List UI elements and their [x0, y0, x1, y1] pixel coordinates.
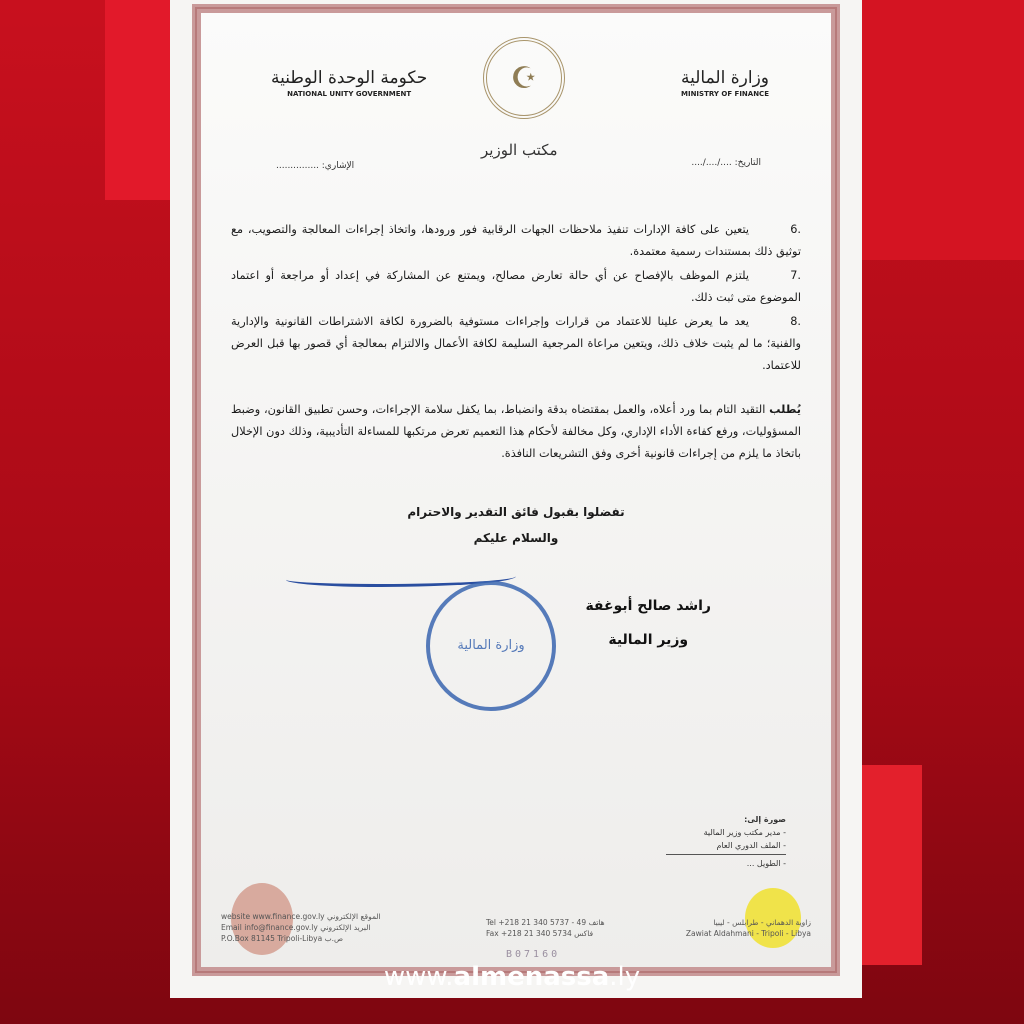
item-number: 7. — [790, 269, 801, 282]
list-item — [231, 311, 801, 377]
address-en: Zawiat Aldahmani - Tripoli - Libya — [685, 929, 811, 938]
instruction-paragraph — [231, 399, 801, 465]
copy-to — [666, 813, 786, 870]
seal-text: وزارة المالية — [457, 638, 525, 653]
watermark-site — [0, 962, 1024, 992]
signatory-name: راشد صالح أبوغفة — [585, 598, 711, 614]
address-ar: زاوية الدهماني - طرابلس - ليبيا — [713, 918, 811, 927]
item-text: يلتزم الموظف بالإفصاح عن أي حالة تعارض مصالح، ويمتنع عن المشاركة في إعداد أو مراجعة أو اعتماد الموضوع متى ثبت ذلك. — [231, 269, 801, 304]
signature-area — [231, 575, 801, 695]
state-emblem-icon: ☪ — [483, 37, 565, 119]
closing-line: تفضلوا بقبول فائق التقدير والاحترام — [407, 505, 625, 519]
email: Email info@finance.gov.ly البريد الإلكتروني — [221, 923, 371, 932]
background-block — [860, 765, 922, 965]
government-logo — [271, 68, 427, 98]
signatory-title: وزير المالية — [608, 632, 689, 648]
site-name: almenassa — [453, 962, 610, 992]
fax: Fax +218 21 340 5734 فاكس — [486, 929, 594, 938]
serial-number: B07160 — [506, 949, 561, 960]
signature-block — [585, 589, 711, 657]
paragraph-lead: يُطلب — [769, 403, 801, 416]
site-prefix: www. — [383, 962, 454, 992]
document-border — [192, 4, 840, 976]
background-block — [105, 0, 175, 200]
ministry-name-en: MINISTRY OF FINANCE — [681, 90, 769, 98]
letter-body — [231, 219, 801, 695]
list-item — [231, 219, 801, 263]
ministry-name-ar: وزارة المالية — [681, 68, 769, 88]
government-name-ar: حكومة الوحدة الوطنية — [271, 68, 428, 88]
divider — [666, 854, 786, 855]
reference-field: الإشاري: ............... — [276, 161, 355, 171]
cc-ref: - الطويل ... — [746, 859, 786, 868]
office-title: مكتب الوزير — [481, 141, 558, 159]
date-field: التاريخ: ..../..../.... — [691, 158, 761, 168]
item-text: يعد ما يعرض علينا للاعتماد من قرارات وإجراءات مستوفية بالضرورة لكافة الاشتراطات القانونية والإدارية والفنية؛ ما لم يثبت خلاف ذلك، ويتعين مراعاة المرجعية السليمة لكافة الأعمال والالتزام بمعالجة أي قصور بها قبل العرض للاعتماد. — [231, 315, 801, 372]
site-suffix: .ly — [609, 962, 641, 992]
item-number: 8. — [790, 315, 801, 328]
official-seal — [426, 581, 556, 711]
item-text: يتعين على كافة الإدارات تنفيذ ملاحظات الجهات الرقابية فور ورودها، واتخاذ إجراءات المعالجة والتصويب، مع توثيق ذلك بمستندات رسمية معتمدة. — [231, 223, 801, 258]
list-item — [231, 265, 801, 309]
website: website www.finance.gov.ly الموقع الإلكتروني — [221, 912, 381, 921]
paragraph-text: التقيد التام بما ورد أعلاه، والعمل بمقتضاه بدقة وانضباط، بما يكفل سلامة الإجراءات، وحسن تطبيق القانون، وضبط المسؤوليات، ورفع كفاءة الأداء الإداري، وكل مخالفة لأحكام هذا التعميم تعرض مرتكبها للمساءلة التأديبية، وذلك دون الإخلال باتخاذ ما يلزم من إجراءات قانونية أخرى وفق التشريعات النافذة. — [231, 403, 801, 460]
cc-line: - مدير مكتب وزير المالية — [703, 828, 786, 837]
po-box: P.O.Box 81145 Tripoli-Libya ص.ب — [221, 934, 344, 943]
phone: Tel +218 21 340 5737 - 49 هاتف — [486, 918, 605, 927]
letterhead-footer — [221, 911, 811, 947]
cc-title: صورة إلى: — [744, 815, 786, 824]
item-number: 6. — [790, 223, 801, 236]
ministry-logo — [681, 68, 769, 98]
cc-line: - الملف الدوري العام — [716, 841, 786, 850]
government-name-en: NATIONAL UNITY GOVERNMENT — [287, 90, 412, 98]
background-block — [860, 0, 1024, 260]
closing-line: والسلام عليكم — [473, 531, 559, 545]
closing — [231, 499, 801, 551]
